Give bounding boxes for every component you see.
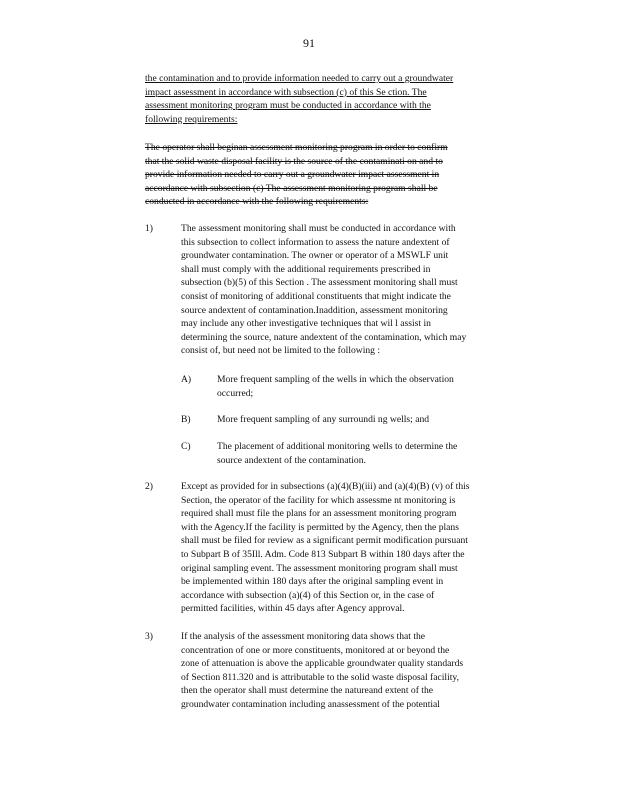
text-line: accordance with subsection (a)(4) of this Section or, in the case of xyxy=(181,589,435,601)
text-line: with the Agency.If the facility is permitted by the Agency, then the plans xyxy=(181,521,459,533)
deleted-paragraph xyxy=(145,141,538,209)
text-line: consist of, but need not be limited to the following : xyxy=(181,345,381,357)
text-line: consist of monitoring of additional constituents that might indicate the xyxy=(181,290,451,302)
text-line: permitted facilities, within 45 days after Agency approval. xyxy=(181,603,405,615)
text-line: provide information needed to carry out a groundwater impact assessment in xyxy=(145,169,440,181)
text-line: Section, the operator of the facility for which assessme nt monitoring is xyxy=(181,494,456,506)
text-line: that the solid waste disposal facility is the source of the contaminati on and to xyxy=(145,155,443,167)
item-body xyxy=(181,630,541,712)
text-line: to Subpart B of 35Ill. Adm. Code 813 Subpart B within 180 days after the xyxy=(181,548,465,560)
text-line: the contamination and to provide information needed to carry out a groundwater xyxy=(145,73,454,84)
item-number: 2) xyxy=(145,481,153,492)
text-line: shall must comply with the additional requirements prescribed in xyxy=(181,263,431,275)
text-line: source andextent of contamination.Inaddition, assessment monitoring xyxy=(181,304,448,316)
text-line: groundwater contamination including anassessment of the potential xyxy=(181,698,440,710)
text-line: shall must be filed for review as a significant permit modification pursuant xyxy=(181,535,468,547)
item-number: 3) xyxy=(145,631,153,642)
text-line: be implemented within 180 days after the original sampling event in xyxy=(181,576,444,588)
text-line: this subsection to collect information to assess the nature andextent of xyxy=(181,236,450,248)
text-line: More frequent sampling of any surroundi ng wells; and xyxy=(217,414,430,425)
text-line: following requirements: xyxy=(145,113,238,125)
text-line: Except as provided for in subsections (a)(4)(B)(iii) and (a)(4)(B) (v) of this xyxy=(181,481,470,492)
text-line: zone of attenuation is above the applicable groundwater quality standards xyxy=(181,658,464,670)
text-line: More frequent sampling of the wells in which the observation xyxy=(217,374,454,385)
subitem-label: B) xyxy=(181,414,191,425)
text-line: assessment monitoring program must be conducted in accordance with the xyxy=(145,100,431,112)
text-line: concentration of one or more constituents, monitored at or beyond the xyxy=(181,644,450,656)
text-line: conducted in accordance with the following requirements: xyxy=(145,196,369,208)
text-line: original sampling event. The assessment monitoring program shall must xyxy=(181,562,458,574)
text-line: The placement of additional monitoring wells to determine the xyxy=(217,441,458,452)
text-line: groundwater contamination. The owner or operator of a MSWLF unit xyxy=(181,250,449,262)
intro-paragraph xyxy=(145,72,538,126)
text-line: required shall must file the plans for an assessment monitoring program xyxy=(181,508,457,520)
text-line: may include any other investigative techniques that wil l assist in xyxy=(181,318,431,330)
text-line: then the operator shall must determine the natureand extent of the xyxy=(181,685,434,697)
page-number: 91 xyxy=(303,36,315,50)
text-line: impact assessment in accordance with subsection (c) of this Se ction. The xyxy=(145,86,427,98)
subitem-label: C) xyxy=(181,441,191,452)
text-line: The assessment monitoring shall must be conducted in accordance with xyxy=(181,223,456,234)
text-line: determining the source, nature andextent of the contamination, which may xyxy=(181,331,467,343)
subitem-label: A) xyxy=(181,374,192,385)
text-line: The operator shall beginan assessment monitoring program in order to confirm xyxy=(145,142,448,153)
item-body xyxy=(181,222,541,358)
item-number: 1) xyxy=(145,223,153,234)
text-line: source andextent of the contamination. xyxy=(217,454,366,466)
text-line: If the analysis of the assessment monitoring data shows that the xyxy=(181,631,426,642)
text-line: occurred; xyxy=(217,387,254,399)
subitem-body xyxy=(217,440,537,467)
text-line: of Section 811.320 and is attributable to the solid waste disposal facility, xyxy=(181,671,459,683)
text-line: accordance with subsection (c) The assessment monitoring program shall be xyxy=(145,182,438,194)
subitem-body xyxy=(217,373,537,400)
subitem-body xyxy=(217,413,537,427)
text-line: subsection (b)(5) of this Section . The assessment monitoring shall must xyxy=(181,277,458,289)
item-body xyxy=(181,480,541,616)
